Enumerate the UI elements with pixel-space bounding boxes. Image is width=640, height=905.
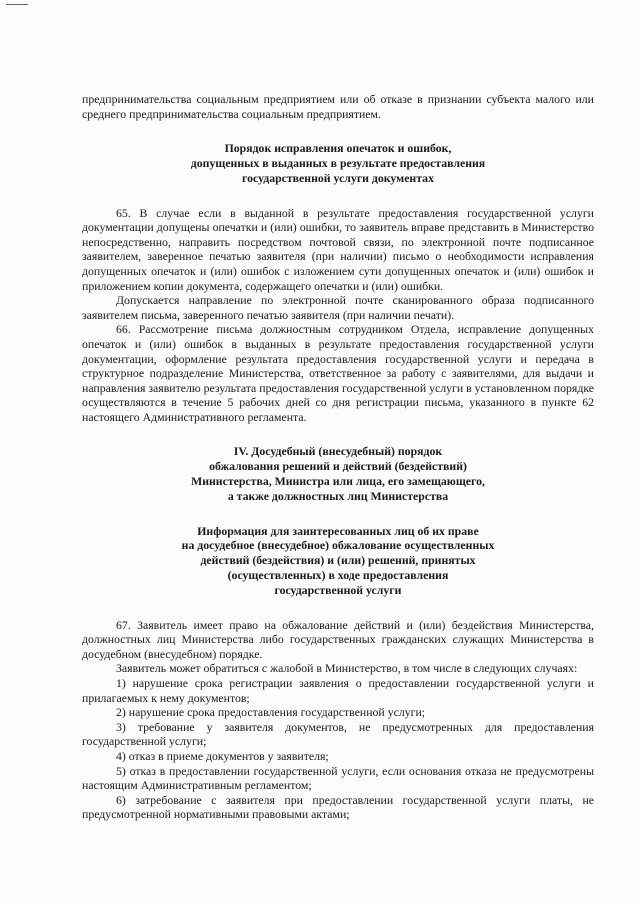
heading-line: Информация для заинтересованных лиц об их праве xyxy=(197,523,479,538)
heading-line: а также должностных лиц Министерства xyxy=(227,488,449,503)
paragraph-65: 65. В случае если в выданной в результате предоставления государственной услуги документации допущены опечатки и (или) ошибки, то заявитель вправе представить в Министерство непосредственно, направить посредством почтовой связи, по электронной почте подписанное заявителем, заверенное печатью заявителя (при наличии) письмо о необходимости исправления допущенных опечаток и (или) ошибок с изложением сути допущенных опечаток и (или) ошибок и приложением копии документа, содержащего опечатки и (или) ошибки. xyxy=(82,205,594,293)
page-content xyxy=(82,92,594,822)
heading-line: Порядок исправления опечаток и ошибок, xyxy=(224,141,452,156)
heading-appeal-info xyxy=(82,524,594,598)
heading-line: государственной услуги документах xyxy=(242,170,434,185)
heading-line: действий (бездействия) и (или) решений, принятых xyxy=(200,553,476,568)
paragraph-67-cases-intro: Заявитель может обратиться с жалобой в Министерство, в том числе в следующих случаях: xyxy=(116,661,578,676)
heading-line: IV. Досудебный (внесудебный) порядок xyxy=(233,444,443,459)
paragraph-67: 67. Заявитель имеет право на обжалование действий и (или) бездействия Министерства, должностных лиц Министерства либо государственных гражданских служащих Министерства в досудебном (внесудебном) порядке. xyxy=(82,617,594,661)
heading-line: обжалования решений и действий (бездействий) xyxy=(209,459,467,474)
case-item: 1) нарушение срока регистрации заявления о предоставлении государственной услуги и прилагаемых к нему документов; xyxy=(82,676,594,705)
case-item: 4) отказ в приеме документов у заявителя; xyxy=(116,749,329,763)
paragraph-66: 66. Рассмотрение письма должностным сотрудником Отдела, исправление допущенных опечаток и (или) ошибок в выданных в результате предоставления государственной услуги документации, оформление результата предоставления государственной услуги и передача в структурное подразделение Министерства, ответственное за работу с заявителями, для выдачи и направления заявителю результата предоставления государственной услуги в установленном порядке осуществляются в течение 5 рабочих дней со дня регистрации письма, указанного в пункте 62 настоящего Административного регламента. xyxy=(82,322,594,424)
case-item: 2) нарушение срока предоставления государственной услуги; xyxy=(116,705,426,720)
case-item: 6) затребование с заявителя при предоставлении государственной услуги платы, не предусмотренной нормативными правовыми актами; xyxy=(82,792,594,822)
heading-line: (осуществленных) в ходе предоставления xyxy=(227,568,449,583)
heading-line: допущенных в выданных в результате предоставления xyxy=(190,155,486,170)
scan-mark xyxy=(6,4,28,5)
paragraph-65-note: Допускается направление по электронной почте сканированного образа подписанного заявителем письма, заверенного печатью заявителя (при наличии печати). xyxy=(82,293,594,322)
case-item: 5) отказ в предоставлении государственной услуги, если основания отказа не предусмотрены настоящим Административным регламентом; xyxy=(82,763,594,793)
heading-section-iv xyxy=(82,444,594,503)
heading-line: Министерства, Министра или лица, его замещающего, xyxy=(191,474,485,489)
heading-corrections xyxy=(82,141,594,185)
intro-paragraph: предпринимательства социальным предприятием или об отказе в признании субъекта малого или среднего предпринимательства социальным предприятием. xyxy=(82,92,594,121)
heading-line: государственной услуги xyxy=(274,582,402,597)
heading-line: на досудебное (внесудебное) обжалование осуществленных xyxy=(181,538,495,553)
case-item: 3) требование у заявителя документов, не предусмотренных для предоставления государственной услуги; xyxy=(82,719,594,749)
